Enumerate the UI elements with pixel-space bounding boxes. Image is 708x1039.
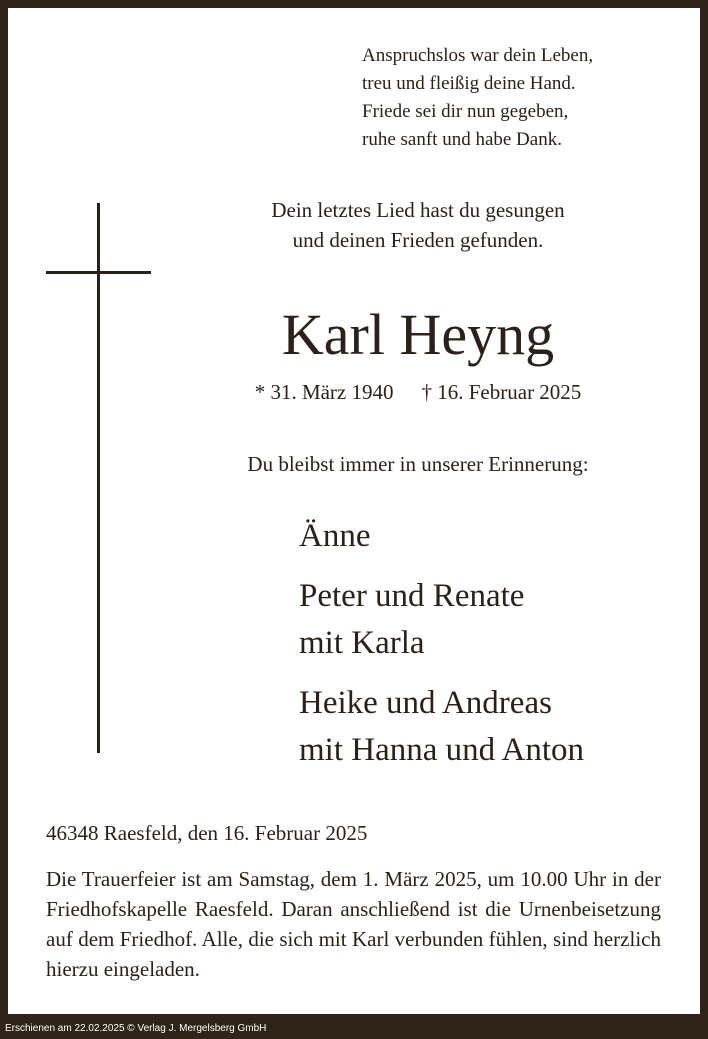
cross-icon [97, 203, 100, 753]
obituary-page [8, 8, 700, 1014]
birth-date: * 31. März 1940 [254, 380, 394, 404]
place-date: 46348 Raesfeld, den 16. Februar 2025 [46, 821, 368, 845]
poem-line: und deinen Frieden gefunden. [292, 228, 544, 252]
poem-line: treu und fleißig deine Hand. [362, 73, 576, 94]
poem-line: ruhe sanft und habe Dank. [362, 129, 562, 150]
life-dates [158, 378, 678, 406]
mourner-line: mit Karla [299, 625, 425, 661]
mourner-line: Peter und Renate [299, 578, 525, 614]
memory-line: Du bleibst immer in unserer Erinnerung: [247, 452, 589, 476]
death-date: † 16. Februar 2025 [421, 380, 582, 404]
mourner-group [299, 573, 584, 667]
mourner-group [299, 680, 584, 774]
mourners-list [299, 513, 584, 787]
poem-line: Dein letztes Lied hast du gesungen [271, 198, 565, 222]
deceased-name: Karl Heyng [281, 302, 555, 367]
mourner-line: mit Hanna und Anton [299, 732, 585, 768]
publication-footer: Erschienen am 22.02.2025 © Verlag J. Mergelsberg GmbH [5, 1023, 267, 1034]
poem-top [362, 42, 593, 154]
cross-icon-beam [46, 271, 151, 274]
poem-middle [158, 195, 678, 255]
mourner-line: Änne [299, 518, 371, 554]
mourner-line: Heike und Andreas [299, 685, 552, 721]
poem-line: Friede sei dir nun gegeben, [362, 101, 569, 122]
poem-line: Anspruchslos war dein Leben, [362, 45, 594, 66]
mourner-group [299, 513, 584, 560]
service-text: Die Trauerfeier ist am Samstag, dem 1. März 2025, um 10.00 Uhr in der Friedhofskapelle Raesfeld. Daran anschließend ist die Urnenbeisetzung auf dem Friedhof. Alle, die sich mit Karl verbunden fühlen, sind herzlich hierzu eingeladen. [46, 867, 661, 981]
